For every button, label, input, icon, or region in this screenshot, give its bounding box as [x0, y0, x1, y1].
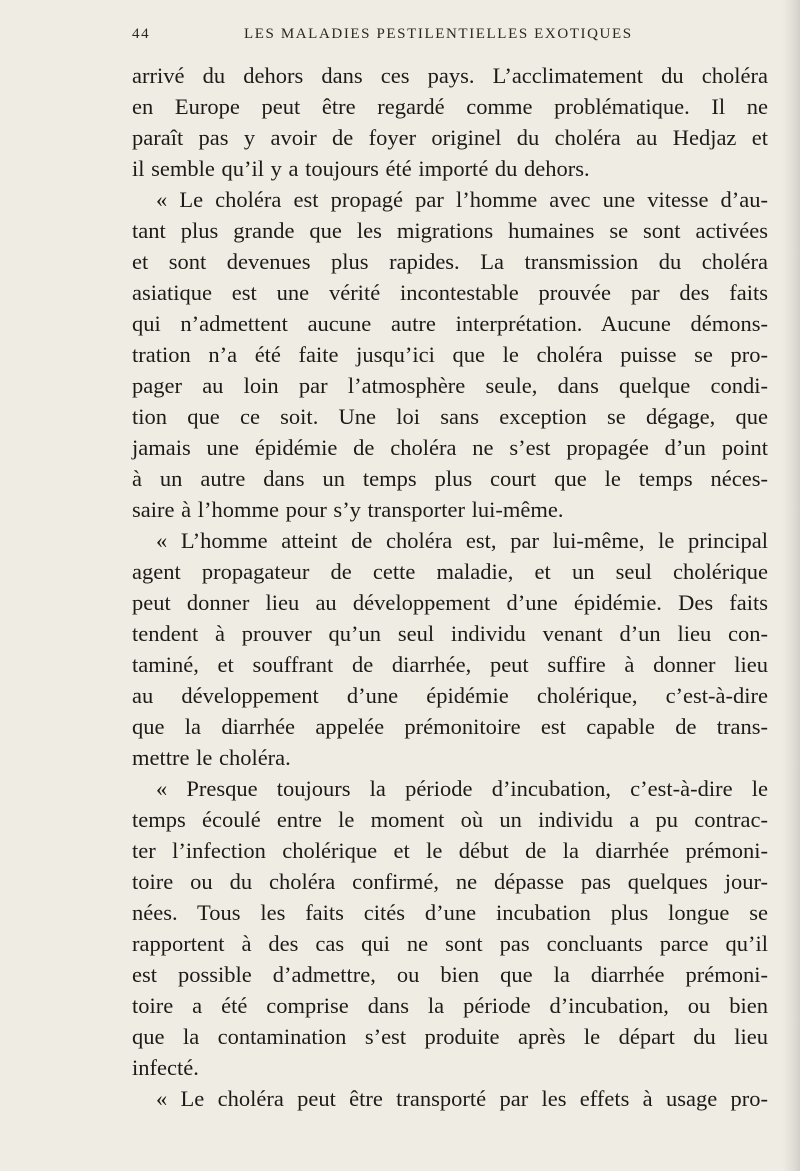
text-line: infecté.	[132, 1055, 199, 1080]
paragraph	[132, 184, 768, 525]
running-title: LES MALADIES PESTILENTIELLES EXOTIQUES	[244, 26, 633, 42]
paragraph	[132, 60, 768, 184]
text-line: « Le choléra peut être transporté par les effets à usage pro-	[156, 1086, 768, 1111]
text-line: mettre le choléra.	[132, 745, 291, 770]
text-line: tendent à prouver qu’un seul individu venant d’un lieu con-	[132, 621, 768, 646]
text-line: nées. Tous les faits cités d’une incubation plus longue se	[132, 900, 768, 925]
text-line: il semble qu’il y a toujours été importé du dehors.	[132, 156, 590, 181]
text-line: au développement d’une épidémie cholérique, c’est-à-dire	[132, 683, 768, 708]
paragraph	[132, 773, 768, 1083]
text-line: toire a été comprise dans la période d’incubation, ou bien	[132, 993, 768, 1018]
text-line: peut donner lieu au développement d’une épidémie. Des faits	[132, 590, 768, 615]
text-line: toire ou du choléra confirmé, ne dépasse pas quelques jour-	[132, 869, 768, 894]
page-number: 44	[132, 26, 151, 42]
text-line: taminé, et souffrant de diarrhée, peut suffire à donner lieu	[132, 652, 768, 677]
text-line: temps écoulé entre le moment où un individu a pu contrac-	[132, 807, 768, 832]
page-edge-shadow	[782, 0, 800, 1171]
running-head	[132, 26, 768, 54]
text-line: ter l’infection cholérique et le début de la diarrhée prémoni-	[132, 838, 768, 863]
text-line: et sont devenues plus rapides. La transmission du choléra	[132, 249, 768, 274]
text-line: que la contamination s’est produite après le départ du lieu	[132, 1024, 768, 1049]
text-line: paraît pas y avoir de foyer originel du choléra au Hedjaz et	[132, 125, 768, 150]
text-line: asiatique est une vérité incontestable prouvée par des faits	[132, 280, 768, 305]
text-line: est possible d’admettre, ou bien que la diarrhée prémoni-	[132, 962, 768, 987]
paragraph	[132, 1083, 768, 1114]
text-line: saire à l’homme pour s’y transporter lui-même.	[132, 497, 564, 522]
text-line: « L’homme atteint de choléra est, par lui-même, le principal	[156, 528, 768, 553]
text-line: « Le choléra est propagé par l’homme avec une vitesse d’au-	[156, 187, 768, 212]
text-line: qui n’admettent aucune autre interprétation. Aucune démons-	[132, 311, 768, 336]
text-line: à un autre dans un temps plus court que le temps néces-	[132, 466, 768, 491]
text-line: tant plus grande que les migrations humaines se sont activées	[132, 218, 768, 243]
text-line: tion que ce soit. Une loi sans exception se dégage, que	[132, 404, 768, 429]
text-line: rapportent à des cas qui ne sont pas concluants parce qu’il	[132, 931, 768, 956]
text-line: pager au loin par l’atmosphère seule, dans quelque condi-	[132, 373, 768, 398]
text-line: que la diarrhée appelée prémonitoire est capable de trans-	[132, 714, 768, 739]
paragraph	[132, 525, 768, 773]
text-line: tration n’a été faite jusqu’ici que le choléra puisse se pro-	[132, 342, 768, 367]
text-line: agent propagateur de cette maladie, et un seul cholérique	[132, 559, 768, 584]
body-text	[132, 60, 768, 1114]
text-line: « Presque toujours la période d’incubation, c’est-à-dire le	[156, 776, 768, 801]
text-line: en Europe peut être regardé comme problématique. Il ne	[132, 94, 768, 119]
text-line: arrivé du dehors dans ces pays. L’acclimatement du choléra	[132, 63, 768, 88]
text-line: jamais une épidémie de choléra ne s’est propagée d’un point	[132, 435, 768, 460]
